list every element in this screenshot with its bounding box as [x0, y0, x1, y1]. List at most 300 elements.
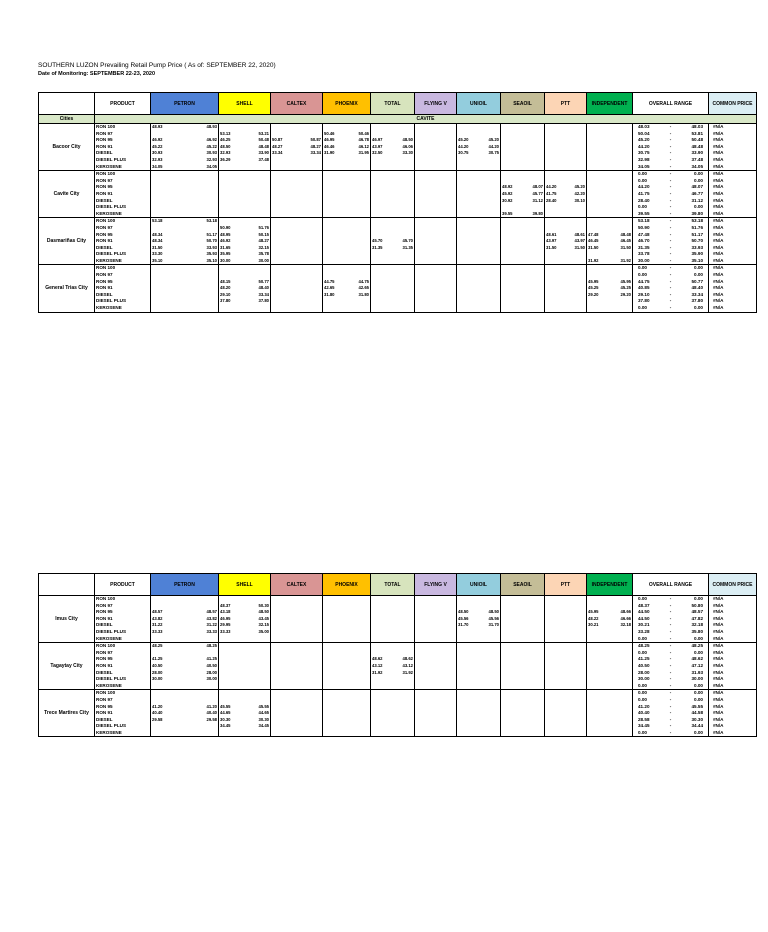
header-brand-caltex: CALTEX — [271, 93, 323, 115]
price-low: 43.18 — [220, 609, 231, 615]
range-pair — [634, 616, 707, 623]
price-cell — [457, 211, 501, 218]
price-low: 45.70 — [372, 238, 383, 244]
price-cell — [323, 150, 371, 157]
price-cell — [587, 184, 633, 191]
price-high: 33.34 — [258, 291, 269, 297]
price-cell — [457, 609, 501, 616]
price-cell — [501, 150, 545, 157]
range-dash: - — [669, 669, 672, 675]
price-low: 45.95 — [588, 278, 599, 284]
overall-range-cell — [633, 292, 709, 299]
price-low: 48.27 — [272, 143, 283, 149]
range-pair — [634, 636, 707, 643]
range-pair — [634, 238, 707, 245]
price-high: 46.66 — [620, 615, 631, 621]
price-cell — [271, 305, 323, 312]
product-name: RON 95 — [95, 279, 151, 286]
range-pair — [634, 609, 707, 616]
range-dash: - — [669, 291, 672, 297]
range-pair — [634, 178, 707, 185]
price-cell — [545, 131, 587, 138]
price-cell — [587, 211, 633, 218]
city-name: Tagaytay City — [39, 643, 95, 690]
price-cell — [587, 144, 633, 151]
price-cell — [323, 232, 371, 239]
price-cell — [219, 238, 271, 245]
range-high: 50.48 — [691, 137, 703, 143]
price-pair — [272, 150, 321, 157]
price-cell — [545, 636, 587, 643]
price-high: 32.18 — [620, 622, 631, 628]
price-cell — [323, 265, 371, 272]
price-pair — [220, 131, 269, 138]
price-cell — [415, 171, 457, 178]
price-cell — [271, 603, 323, 610]
range-low: 28.40 — [638, 197, 650, 203]
overall-range-cell — [633, 609, 709, 616]
table-row — [39, 629, 757, 636]
price-high: 32.15 — [258, 244, 269, 250]
range-high: 30.00 — [691, 676, 703, 682]
price-cell — [219, 622, 271, 629]
price-cell — [501, 656, 545, 663]
price-low: 48.34 — [152, 231, 163, 237]
header-brand-total: TOTAL — [371, 93, 415, 115]
range-pair — [634, 723, 707, 730]
range-high: 34.44 — [691, 723, 703, 729]
price-cell — [501, 265, 545, 272]
range-dash: - — [669, 238, 672, 244]
product-name: RON 97 — [95, 272, 151, 279]
table-row — [39, 204, 757, 211]
price-cell — [219, 150, 271, 157]
price-cell — [323, 178, 371, 185]
price-low: 44.20 — [546, 184, 557, 190]
price-cell — [545, 656, 587, 663]
price-cell — [415, 643, 457, 650]
header-brand-petron: PETRON — [151, 93, 219, 115]
price-cell — [545, 171, 587, 178]
price-high: 45.55 — [258, 703, 269, 709]
price-high: 35.78 — [258, 251, 269, 257]
overall-range-cell — [633, 191, 709, 198]
price-cell — [371, 150, 415, 157]
price-cell — [151, 245, 219, 252]
range-pair — [634, 704, 707, 711]
price-pair — [152, 616, 217, 623]
overall-range-cell — [633, 298, 709, 305]
price-cell — [219, 258, 271, 265]
product-name: DIESEL PLUS — [95, 157, 151, 164]
price-pair — [152, 150, 217, 157]
range-pair — [634, 690, 707, 697]
price-low: 31.65 — [220, 244, 231, 250]
price-cell — [271, 596, 323, 603]
price-cell — [545, 670, 587, 677]
price-cell — [219, 272, 271, 279]
price-pair — [588, 616, 631, 623]
price-high: 45.95 — [620, 278, 631, 284]
range-pair — [634, 245, 707, 252]
price-cell — [151, 272, 219, 279]
monitoring-date: Date of Monitoring: SEPTEMBER 22-23, 2020 — [38, 71, 156, 77]
price-cell — [371, 198, 415, 205]
price-cell — [151, 251, 219, 258]
product-name: DIESEL PLUS — [95, 298, 151, 305]
price-cell — [371, 650, 415, 657]
price-cell — [457, 131, 501, 138]
price-high: 31.95 — [358, 150, 369, 156]
common-price-cell: #N/A — [709, 663, 757, 670]
price-high: 43.97 — [574, 238, 585, 244]
price-low: 35.95 — [220, 251, 231, 257]
price-cell — [151, 218, 219, 225]
price-cell — [457, 184, 501, 191]
price-cell — [501, 225, 545, 232]
common-price-cell: #N/A — [709, 285, 757, 292]
price-cell — [219, 710, 271, 717]
product-name: RON 95 — [95, 232, 151, 239]
range-high: 0.00 — [694, 177, 703, 183]
price-cell — [545, 238, 587, 245]
price-cell — [271, 285, 323, 292]
range-dash: - — [669, 257, 672, 263]
range-low: 53.18 — [638, 218, 650, 224]
range-high: 47.82 — [691, 615, 703, 621]
overall-range-cell — [633, 683, 709, 690]
table-row — [39, 292, 757, 299]
table-row — [39, 137, 757, 144]
price-cell — [501, 144, 545, 151]
price-cell — [151, 225, 219, 232]
range-high: 39.80 — [691, 210, 703, 216]
price-cell — [219, 251, 271, 258]
table-row — [39, 198, 757, 205]
price-pair — [220, 150, 269, 157]
price-cell — [371, 238, 415, 245]
header-row — [39, 93, 757, 115]
price-cell — [545, 251, 587, 258]
price-cell — [271, 730, 323, 737]
header-brand-unioil: UNIOIL — [457, 93, 501, 115]
price-cell — [219, 603, 271, 610]
price-high: 48.62 — [402, 656, 413, 662]
range-low: 0.00 — [638, 596, 647, 601]
price-cell — [271, 157, 323, 164]
price-pair — [152, 670, 217, 677]
price-cell — [151, 663, 219, 670]
price-cell — [545, 603, 587, 610]
price-cell — [323, 279, 371, 286]
price-cell — [371, 171, 415, 178]
price-cell — [457, 656, 501, 663]
price-cell — [219, 704, 271, 711]
price-cell — [415, 710, 457, 717]
range-pair — [634, 596, 707, 603]
range-pair — [634, 717, 707, 724]
price-cell — [219, 629, 271, 636]
price-high: 31.92 — [620, 257, 631, 263]
price-low: 31.22 — [152, 622, 163, 628]
price-cell — [323, 603, 371, 610]
price-cell — [371, 622, 415, 629]
price-high: 42.20 — [574, 190, 585, 196]
price-cell — [545, 204, 587, 211]
price-pair — [502, 211, 543, 218]
price-cell — [271, 171, 323, 178]
price-pair — [152, 717, 217, 724]
price-cell — [271, 258, 323, 265]
common-price-cell: #N/A — [709, 710, 757, 717]
price-cell — [545, 144, 587, 151]
range-dash: - — [669, 609, 672, 615]
overall-range-cell — [633, 225, 709, 232]
overall-range-cell — [633, 131, 709, 138]
price-pair — [372, 137, 413, 144]
price-low: 33.33 — [220, 628, 231, 634]
price-cell — [457, 137, 501, 144]
price-cell — [371, 225, 415, 232]
price-low: 43.82 — [152, 615, 163, 621]
price-cell — [415, 245, 457, 252]
price-low: 48.57 — [152, 609, 163, 615]
range-low: 44.50 — [638, 609, 650, 615]
price-cell — [457, 279, 501, 286]
cities-label: Cities — [39, 115, 95, 124]
price-high: 48.57 — [206, 609, 217, 615]
price-cell — [219, 596, 271, 603]
price-high: 45.56 — [488, 615, 499, 621]
product-name: RON 95 — [95, 184, 151, 191]
price-cell — [371, 663, 415, 670]
price-high: 51.76 — [258, 224, 269, 230]
price-cell — [151, 171, 219, 178]
product-name: RON 95 — [95, 656, 151, 663]
price-cell — [271, 723, 323, 730]
price-cell — [219, 656, 271, 663]
price-pair — [502, 191, 543, 198]
price-cell — [587, 710, 633, 717]
price-cell — [219, 636, 271, 643]
price-cell — [151, 730, 219, 737]
price-low: 32.50 — [372, 150, 383, 156]
price-cell — [501, 184, 545, 191]
price-cell — [587, 717, 633, 724]
price-cell — [371, 704, 415, 711]
price-cell — [545, 164, 587, 171]
price-cell — [457, 663, 501, 670]
price-pair — [372, 663, 413, 670]
price-cell — [457, 596, 501, 603]
price-low: 46.25 — [220, 137, 231, 143]
price-pair — [152, 245, 217, 252]
price-high: 53.21 — [258, 130, 269, 136]
overall-range-cell — [633, 717, 709, 724]
price-cell — [415, 305, 457, 312]
price-pair — [458, 137, 499, 144]
product-name: DIESEL — [95, 717, 151, 724]
range-dash: - — [669, 703, 672, 709]
price-cell — [271, 292, 323, 299]
price-cell — [415, 164, 457, 171]
price-cell — [415, 596, 457, 603]
price-cell — [219, 616, 271, 623]
range-dash: - — [669, 615, 672, 621]
product-name: RON 91 — [95, 663, 151, 670]
product-name: KEROSENE — [95, 730, 151, 737]
price-low: 33.33 — [152, 628, 163, 634]
price-cell — [271, 137, 323, 144]
price-pair — [152, 676, 217, 683]
price-cell — [457, 178, 501, 185]
price-low: 48.50 — [458, 609, 469, 615]
product-name: DIESEL — [95, 198, 151, 205]
price-cell — [501, 710, 545, 717]
price-low: 28.40 — [546, 197, 557, 203]
price-low: 48.34 — [152, 238, 163, 244]
price-cell — [587, 171, 633, 178]
price-cell — [457, 164, 501, 171]
range-pair — [634, 218, 707, 225]
price-cell — [457, 292, 501, 299]
price-low: 44.65 — [220, 710, 231, 716]
price-cell — [371, 298, 415, 305]
price-cell — [151, 150, 219, 157]
overall-range-cell — [633, 232, 709, 239]
common-price-cell: #N/A — [709, 204, 757, 211]
city-name: Trece Martires City — [39, 690, 95, 737]
price-low: 48.25 — [152, 643, 163, 649]
range-low: 45.20 — [638, 137, 650, 143]
price-cell — [371, 144, 415, 151]
price-cell — [271, 265, 323, 272]
price-cell — [587, 656, 633, 663]
price-cell — [151, 232, 219, 239]
price-cell — [457, 232, 501, 239]
range-low: 33.28 — [638, 628, 650, 634]
price-low: 31.92 — [372, 669, 383, 675]
range-pair — [634, 225, 707, 232]
price-cell — [501, 245, 545, 252]
common-price-cell: #N/A — [709, 232, 757, 239]
price-cell — [545, 191, 587, 198]
range-pair — [634, 697, 707, 704]
price-cell — [501, 650, 545, 657]
price-cell — [219, 198, 271, 205]
price-low: 34.45 — [220, 723, 231, 729]
price-high: 30.93 — [206, 150, 217, 156]
table-row — [39, 251, 757, 258]
price-low: 31.70 — [458, 622, 469, 628]
common-price-cell: #N/A — [709, 622, 757, 629]
price-cell — [545, 292, 587, 299]
price-cell — [151, 164, 219, 171]
table-row — [39, 184, 757, 191]
price-cell — [415, 178, 457, 185]
price-high: 33.90 — [258, 150, 269, 156]
price-cell — [545, 272, 587, 279]
price-cell — [371, 211, 415, 218]
range-pair — [634, 211, 707, 218]
price-cell — [415, 676, 457, 683]
common-price-cell: #N/A — [709, 218, 757, 225]
price-pair — [588, 238, 631, 245]
price-cell — [219, 697, 271, 704]
price-high: 31.80 — [358, 291, 369, 297]
price-cell — [271, 717, 323, 724]
price-low: 48.22 — [588, 615, 599, 621]
price-cell — [587, 292, 633, 299]
range-pair — [634, 164, 707, 171]
range-low: 44.20 — [638, 143, 650, 149]
price-cell — [415, 622, 457, 629]
common-price-cell: #N/A — [709, 670, 757, 677]
range-low: 32.98 — [638, 156, 650, 162]
price-cell — [271, 710, 323, 717]
price-cell — [415, 218, 457, 225]
price-cell — [457, 683, 501, 690]
overall-range-cell — [633, 178, 709, 185]
price-cell — [323, 285, 371, 292]
price-cell — [587, 225, 633, 232]
range-low: 0.00 — [638, 171, 647, 177]
price-cell — [457, 150, 501, 157]
price-pair — [546, 245, 585, 252]
header-brand-unioil: UNIOIL — [457, 574, 501, 596]
price-cell — [151, 629, 219, 636]
price-cell — [501, 676, 545, 683]
price-low: 28.00 — [152, 669, 163, 675]
price-cell — [415, 704, 457, 711]
price-cell — [371, 670, 415, 677]
table-row — [39, 150, 757, 157]
price-cell — [151, 609, 219, 616]
range-low: 48.03 — [638, 124, 650, 129]
range-low: 46.70 — [638, 238, 650, 244]
price-cell — [415, 656, 457, 663]
common-price-cell: #N/A — [709, 171, 757, 178]
price-cell — [219, 204, 271, 211]
range-dash: - — [669, 305, 672, 311]
overall-range-cell — [633, 629, 709, 636]
price-low: 30.00 — [152, 676, 163, 682]
price-high: 32.93 — [206, 156, 217, 162]
table-row — [39, 232, 757, 239]
range-dash: - — [669, 272, 672, 278]
price-cell — [457, 636, 501, 643]
overall-range-cell — [633, 285, 709, 292]
table-row — [39, 225, 757, 232]
product-name: RON 95 — [95, 137, 151, 144]
price-cell — [501, 603, 545, 610]
overall-range-cell — [633, 723, 709, 730]
table-row — [39, 717, 757, 724]
price-low: 48.15 — [220, 278, 231, 284]
range-low: 48.25 — [638, 643, 650, 649]
range-dash: - — [669, 224, 672, 230]
price-high: 43.12 — [402, 662, 413, 668]
price-pair — [502, 184, 543, 191]
price-pair — [220, 629, 269, 636]
price-cell — [415, 650, 457, 657]
price-cell — [371, 305, 415, 312]
range-high: 51.17 — [691, 231, 703, 237]
range-dash: - — [669, 156, 672, 162]
price-cell — [271, 636, 323, 643]
range-low: 41.25 — [638, 656, 650, 662]
price-pair — [152, 643, 217, 650]
